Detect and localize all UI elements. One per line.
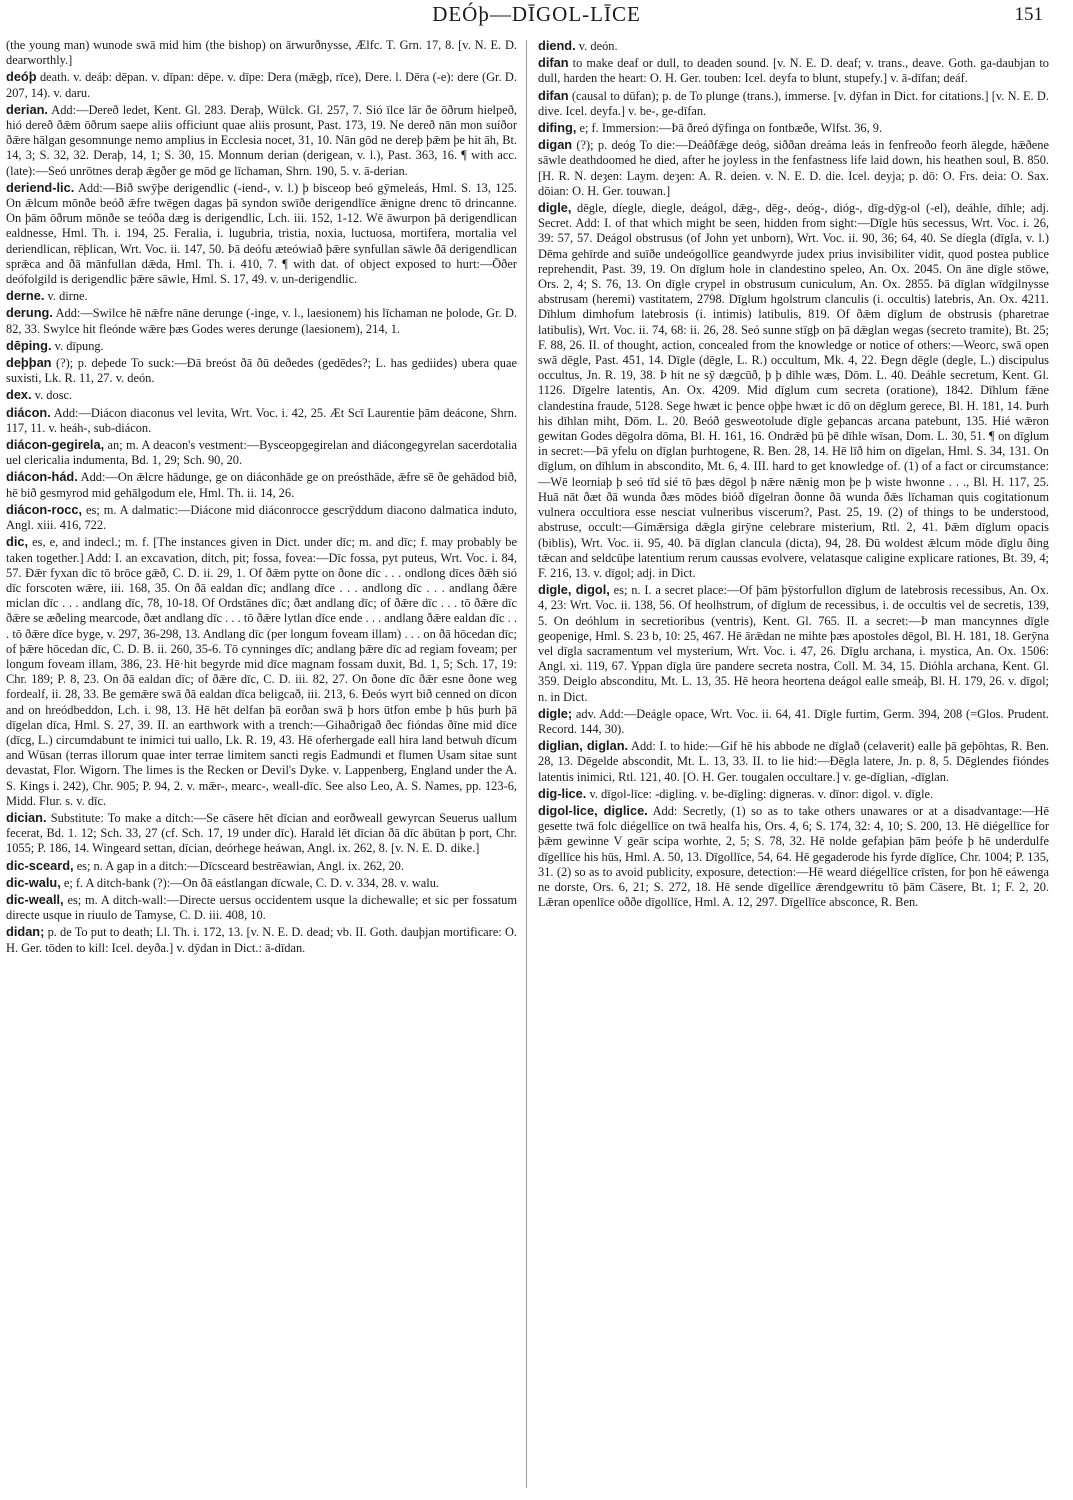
entry-headword: dic-walu, [6,874,61,890]
dictionary-entry [6,502,517,533]
entry-body: adv. Add:—Deágle opace, Wrt. Voc. ii. 64, 41. Dīgle furtim, Germ. 394, 208 (=Glos. Prudent. Record. 144, 30). [538,706,1049,736]
entry-body: p. de To put to death; Ll. Th. i. 172, 13. [v. N. E. D. dead; vb. II. Goth. dauþjan mortificare: O. H. Ger. tōden to kill: Icel. deyða.] v. dȳdan in Dict.: ā-dīdan. [6,925,517,955]
entry-headword: digle; [538,705,573,721]
entry-headword: dician. [6,809,47,825]
dictionary-entry [538,120,1049,136]
entry-headword: digle, [538,200,572,216]
entry-body: (?); p. deþede To suck:—Ðā breóst ðā ðū deðedes (gedēdes?; L. has gediides) ubera quae suxisti, Lk. R. 11, 27. v. deón. [6,356,517,386]
entry-body: es; m. A dalmatic:—Diácone mid diáconrocce gescrȳddum diacono dalmatica induto, Angl. xiii. 416, 722. [6,502,517,533]
dictionary-entry [6,858,517,874]
dictionary-entry [6,534,517,809]
entry-headword: difan [538,87,569,103]
page-header [0,0,1073,34]
dictionary-entry [6,355,517,386]
dictionary-entry [6,892,517,923]
dictionary-entry [6,180,517,287]
column-divider [526,40,527,1488]
entry-body: an; m. A deacon's vestment:—Bysceopgegirelan and diácongegyrelan sacerdotalia uel clericalia indumenta, Bd. 1, 29; Sch. 90, 20. [6,438,517,468]
entry-body: Add:—Swilce hē nǣfre nāne derunge (-inge, v. l., laesionem) his līchaman ne þolode, Gr. D. 82, 33. Swylce hit fleónde wǣre þæs Godes weres derunge (laesionem), 214, 1. [6,306,517,336]
entry-body: (causal to dūfan); p. de To plunge (trans.), immerse. [v. dȳfan in Dict. for citations.] [v. N. E. D. dive. Icel. deyfa.] v. be-, ge-dīfan. [538,88,1049,118]
entry-headword: deriend-lic. [6,179,75,195]
entry-headword: derne. [6,288,45,304]
dictionary-entry [538,582,1049,705]
entry-body: v. dīgol-līce: -digling. v. be-dīgling: digneras. v. dīnor: digol. v. dīgle. [589,786,934,801]
dictionary-entry [6,69,517,100]
entry-headword: deþþan [6,355,52,371]
entry-headword: dēping. [6,337,52,353]
entry-headword: diácon-hád. [6,469,78,485]
dictionary-entry [538,55,1049,86]
entry-body: death. v. deáþ: dēpan. v. dīpan: dēpe. v. dīpe: Dera (mǣgþ, rīce), Dere. l. Dēra (-e): dere (Gr. D. 207, 14). v. daru. [6,70,517,100]
entry-body: dēgle, díegle, diegle, deágol, dǣg-, dēg-, deóg-, dióg-, dīg-dȳg-ol (-el), deáhle, dīhle; adj. Secret. Add: I. of that which might be seen, hidden from sight:—Dīgle hūs secessus, Wrt. Voc. i. 26, 39: 57, 57. Deágol obstrusus (of John yet unborn), Wrt. Voc. ii. 90, 36; 64, 40. Se díegla (dīgla, v. l.) Dēma gehīrde and suīðe undeógollīce geandwyrde judex prius invisibiliter vidit, quod postea publice reprehendit, Past. 39, 19. On dīglum hole in clandestino speleo, An. Ox. 2045. On āne dīgle stōwe, Ors. 2, 4; S. 76, 13. On dīgle crypel in obstrusum cuniculum, An. Ox. 2855. Þā dīglan wīdgilnysse abstrusam (heremi) vastitatem, 2798. Dīglum hgolstrum clanculis (i. occultis) latebris, An. Ox. 4211. Dīhlum dimhofum latebrosis (i. intimis) latibulis, 819. Of ðǣm dīglum de obstrusis (pharetrae latibulis), Wrt. Voc. ii. 74, 68: ii. 26, 28. Seó sunne stīgþ on þā dǣglan wegas (secreto tramite), Bt. 25; F. 88, 26. II. of thought, action, concealed from the knowledge or notice of others:—Weorc, swā open swā dēgle, Past. 451, 14. Dīgle (dēgle, L. R.) occultum, Mk. 4, 22. Ðegn dēgle (degle, L.) discipulus occultus, Jn. R. 19, 38. Þ hit ne sȳ dægcūð, þ þ dīhle wæs, Dōm. L. 40. Deáhle secretum, Kent. Gl. 1126. Dīgelre latentis, An. Ox. 4209. Mid dīglum cum secreta (oratione), 1842. Dīhlum fǣne clandestina fraude, 5128. Sege hwæt ic þence oþþe hwæt ic dō on dēglum gerece, Bl. H. 181, 14. Þurh his dīhlan miht, Dōm. L. 20. Beóð gesweotolude dīgle geþancas arcana patebunt, 135. Hié wǣron gewitan Godes dēgolra dōma, Bl. H. 161, 16. Ondrǣd þū þē dīhle wīsan, Dom. L. 30, 51. ¶ on dīglum in secret:—Þā yfelu on dīglan þurhtogene, R. Ben. 28, 14. Hē līð him on dīgelan, Hml. S. 34, 131. On dīglum, on dīhlum in abscondito, Mt. 6, 4. III. hard to get knowledge of. (1) of a fact or circumstance:—Wē leorniaþ þ seó tīd sié tō þæs dēgol þ nǣre nǣnig mon þe þ wiste hwonne . . ., Bl. H. 117, 25. Huā nāt ðæt ðā wunda ðæs mōdes bióð dīgelran ðonne ðā wunda ðǣs līchaman quis cogitationum vulnera occultiora esse nesciat vulneribus viscerum?, Past. 25, 19. (2) of things to be understood, abstruse, occult:—Gimǣrsiga dǣgla girȳne celebrare misterium, Rtl. 2, 41. Þǣm dīglum opacis (biblis), Wrt. Voc. ii. 95, 40. Þā dīglan clancula (dicta), 94, 28. Ðū woldest ǣlcum mōde dīglu ðing tǣcan and seldcūþe latentium rerum caussas evolvere, velatasque caligine explicare rationes, Bt. 39, 4; F. 216, 13. v. dīgol; adj. in Dict. [538,201,1049,580]
entry-body: es; m. A ditch-wall:—Directe uersus occidentem usque la dichewalle; et sic per fossatum directe usque in riuulo de Tamyse, C. D. iii. 408, 10. [6,892,517,923]
entry-body: Add:—Dereð ledet, Kent. Gl. 283. Deraþ, Wülck. Gl. 257, 7. Sió īlce lār ðe ōðrum hielpeð, hió dereð ðǣm ōðrum saepe aliis officiunt quae aliis prosunt, Past. 173, 19. Ne dereð nān mon suíðor ðǣre hālgan gesomnunge nemo amplius in Ecclesia nocet, 31, 10. Nān gōd ne dereþ þǣm þe hit āh, Bt. 14, 3; S. 32, 32. Deraþ, 14, 1; S. 30, 15. Monnum derian (derigean, v. l.), Past. 363, 16. ¶ with acc. (late):—Seó unrōtnes deraþ ǣgðer ge mōd ge līchaman, Shrn. 190, 5. v. ā-derian. [6,102,517,178]
entry-headword: digle, digol, [538,582,610,598]
running-title: DEÓþ—DĪGOL-LĪCE [432,2,641,26]
entry-body: (the young man) wunode swā mid him (the bishop) on ārwurðnysse, Ælfc. T. Grn. 17, 8. [v. N. E. D. dearworthly.] [6,38,517,68]
dictionary-entry [538,137,1049,199]
dictionary-entry [538,200,1049,581]
entry-body: (?); p. deóg To die:—Deáðfǣge deóg, siððan dreáma leás in fenfreoðo feorh ālegde, hǣðene sāwle deathdoomed he died, after he joyless in the fenfastness life laid down, his heathen soul, B. 850. [H. R. N. deȝen: Laym. deȝen: A. R. deien. v. N. E. D. die. Icel. deyja; p. dō: O. Frs. deia: O. Sax. dōian: O. H. Ger. touwan.] [538,138,1049,198]
entry-body: Add: Secretly, (1) so as to take others unawares or at a disadvantage:—Hē gesette twā folc diégellīce on twā healfa his, Ors. 4, 6; S. 174, 32: 4, 10; S. 200, 13. Hē diégellīce for þǣm gewinne V geār scipa worhte, 2, 5; S. 78, 32. Hē nolde gefaþian þām þeófe þ hē underdulfe dīgellīce his hūs, Hml. A. 50, 13. Dīgollīce, 54, 64. Hē gegaderode his fyrde dīglīce, Chr. 1004; P. 135, 31. (2) so as to avoid publicity, exposure, detection:—Hē weard diégellīce crīsten, for þon hē eáwenga ne dorste, Ors. 6, 21; S. 272, 18. Hē sende dīgellīce ǣrendgewritu tō þām Cāsere, Bt. 1; F. 2, 20. Lǣran openlīce oððe dīgollīce, Hml. A. 12, 297. Dīgellīce absconce, R. Ben. [538,803,1049,910]
entry-headword: digol-lice, diglice. [538,802,648,818]
dictionary-entry [6,38,517,68]
entry-headword: dic-sceard, [6,857,74,873]
entry-headword: diácon-gegirela, [6,437,105,453]
entry-body: Substitute: To make a ditch:—Se cāsere hēt dīcian and eorðweall gewyrcan Seuerus uallum fecerat, Bd. 1. 12; Sch. 33, 27 (cf. Sch. 17, 19 under dīc). Harald lēt dīcian ðā dīc ābūtan þ port, Chr. 1055; P. 186, 14. Wingeard settan, dīcian, deórhege heáwan, Angl. ix. 262, 8. [v. N. E. D. dike.] [6,810,517,856]
entry-headword: diglian, diglan. [538,738,629,754]
dictionary-entry [6,305,517,336]
entry-body: es; n. A gap in a ditch:—Dīcsceard bestrēawian, Angl. ix. 262, 20. [76,858,404,873]
entry-headword: digan [538,137,573,153]
entry-headword: dic, [6,534,29,550]
dictionary-entry [6,102,517,179]
dictionary-entry [6,810,517,857]
entry-body: v. dosc. [34,388,73,403]
entry-headword: dic-weall, [6,891,64,907]
entry-headword: diácon-rocc, [6,501,83,517]
dictionary-entry [538,706,1049,737]
left-column [6,38,517,1490]
dictionary-entry [6,437,517,468]
entry-body: es, e, and indecl.; m. f. [The instances given in Dict. under dīc; m. and dīc; f. may probably be taken together.] Add: I. an excavation, ditch, pit; fossa, fovea:—Dīc fossa, pyt puteus, Wrt. Voc. i. 84, 57. Ðǣr fyxan dīc tō brōce gǣð, C. D. ii. 29, 1. Of ðǣm pytte on ðone dīc . . . ondlong dīces ðǣh sió dīc forscoten wǣre, iii. 168, 35. On ðā ealdan dīc; andlang dīce . . . andlong dīc . . . andlang ðǣre miclan dīc . . . andlang dīc, 78, 10-18. Of Ordstānes dīc; ðæt andlang dīc; of ðǣre dīc . . . tō ðǣre dīc ðǣre se æðeling mearcode, ðæt andlang dīc . . . tō ðǣre lytlan dīce ende . . . andlang ðǣre ealdan dīc . . . tō ðǣre dīce byge, v. 297, 36-298, 13. Andlang dīc (per longum foveam illam) . . . on ðā hōcedan dīc; of þǣre hōcedan dīc, C. D. B. ii. 260, 35-6. Tō cynninges dīc; andlang þǣre dīc ad regiam foveam; per longum foveam illam, 386, 23. Hē·hit begyrde mid dīce magnam fossam duxit, Bd. 1, 5; Sch. 17, 19: Chr. 189; P. 8, 23. On ðā ealdan dīc; of ðǣre dīc, C. D. iii. 82, 27. On ðone dīc ðǣr esne ðone weg fordealf, ii. 28, 33. Be gemǣre swā ðā ealdan dīca beligcað, iii. 213, 6. Ðeós wyrt bið cenned on dīcon and on hreódbeddon, Lch. i. 98, 13. Hē hēt delfan þā eorðan swā þ hors ūtfon embe þ hūs þurh þā dīgelan dīca, Hml. S. 27, 39. II. an earthwork with a trench:—Gihaðrigað ðec fióndas ðīne mid dīce (dīcg, L.) circumdabunt te inimici tui uallo, Lk. R. 19, 43. Hē oferhergade eall hira land betwuh dīcum and Wūsan (terras illorum quae inter terrae limitem sancti regis Eadmundi et flumen Usam sitae sunt devastat, Flor. Wigorn. The limes is the Recken or Devil's Dyke. v. Lappenberg, England under the A. S. Kings i. 242), Chr. 905; P. 94, 2. v. mǣr-, mearc-, weall-dīc. See also Leo, A. S. Names, pp. 123-6, Midd. Flur. s. v. dīc. [6,535,517,808]
dictionary-entry [6,387,517,403]
dictionary-entry [6,338,517,354]
dictionary-entry [6,469,517,500]
dictionary-entry [538,786,1049,802]
entry-body: v. deón. [578,39,618,53]
entry-body: v. dirne. [47,289,88,304]
entry-body: e; f. Immersion:—Þā ðreó dȳfinga on fontbæðe, Wlfst. 36, 9. [579,121,883,136]
entry-headword: difan [538,55,569,71]
entry-body: Add:—Bið swȳþe derigendlic (-iend-, v. l.) þ bisceop beó gȳmeleás, Hml. S. 13, 125. On ǣlcum mōnðe beóð ǣfre twēgen dagas þā syndon swīðe derigendlīce ǣnigne drenc tō drincanne. On þām ōðrum mōnðe se teóða dæg is derigendlic, Lch. iii. 152, 1-12. Wē āwurpon þā derigendlican ealdnesse, Hml. Th. i. 194, 25. Feralia, i. lugubria, tristia, noxia, luctuosa, mortifera, mortalia vel deriendlican, rēþlican, Wrt. Voc. ii. 147, 50. Þā deófu æteówiað þǣre synfullan sāwle ðā derigendlican sprǣca and ðā mānfullan dǣda, Hml. Th. i. 410, 7. ¶ with dat. of object exposed to hurt:—Ōðer deófolgild is derigendlic þǣre sāwle, Hml. S. 17, 49. v. un-derigendlic. [6,180,517,287]
entry-headword: dex. [6,387,32,403]
entry-headword: didan; [6,924,45,940]
entry-body: Add:—Diácon diaconus vel levita, Wrt. Voc. i. 42, 25. Æt Scī Laurentie þām deácone, Shrn. 117, 11. v. heáh-, sub-diácon. [6,405,517,435]
dictionary-entry [6,875,517,891]
dictionary-entry [6,924,517,955]
entry-body: to make deaf or dull, to deaden sound. [v. N. E. D. deaf; v. trans., deave. Goth. ga-daubjan to dull, harden the heart: O. H. Ger. touben: Icel. deyfa to blunt, stupefy.] v. ā-dīfan; deáf. [538,56,1049,86]
dictionary-entry [538,88,1049,119]
dictionary-entry [538,738,1049,785]
entry-headword: deóþ [6,69,37,85]
entry-headword: difing, [538,120,577,136]
dictionary-entry [538,38,1049,54]
page-number: 151 [1014,4,1043,25]
entry-body: e; f. A ditch-bank (?):—On ðā eástlangan dīcwale, C. D. v. 334, 28. v. walu. [63,875,440,890]
dictionary-entry [6,405,517,436]
entry-headword: diácon. [6,404,51,420]
entry-headword: dig-lice. [538,785,587,801]
dictionary-entry [6,288,517,304]
right-column [538,38,1049,1490]
entry-body: es; n. I. a secret place:—Of þām þȳstorfullon dīglum de latebrosis recessibus, An. Ox. 4, 23: Wrt. Voc. ii. 138, 56. Of heolhstrum, of dīglum de recessibus, i. de occultis vel de secretis, 139, 5. On deóhlum in secretioribus (ventris), Kent. Gl. 765. II. a secret:—Þ man mancynnes dīgle geopenige, Hml. S. 23 b, 10: 25, 467. Hē ārǣdan ne mihte þæs apostoles dēgol, Bl. H. 181, 18. Gerȳna vel dīgla sacramentum vel mysterium, Wrt. Voc. i. 47, 26. Dīglu archana, i. mystica, An. Ox. 1506: Angl. xi. 119, 67. Yppan dīgla ūre pandere secreta nostra, Coll. M. 34, 15. Dióhla archana, Kent. Gl. 359. Deiglo absconditu, Mt. L. 13, 35. Hē heora heortena deágol ealle smeáþ, Bl. H. 179, 26. v. dīgol; n. in Dict. [538,583,1049,704]
entry-headword: derian. [6,101,48,117]
entry-body: v. dīpung. [54,338,104,353]
entry-headword: diend. [538,38,576,53]
entry-body: Add: I. to hide:—Gif hē his abbode ne dīglað (celaverit) ealle þā geþōhtas, R. Ben. 28, 13. Dēgelde abscondit, Mt. L. 13, 33. II. to lie hid:—Ðēgla latere, Jn. p. 8, 5. Dēglendes fióndes latentis inimici, Rtl. 121, 40. [O. H. Ger. tougalen occultare.] v. ge-dīglian, -dīglan. [538,739,1049,784]
entry-headword: derung. [6,305,53,321]
entry-body: Add:—On ǣlcre hādunge, ge on diáconhāde ge on preósthāde, ǣfre sē ðe gehādod bið, hē bið gesmyrod mid gehālgodum ele, Hml. Th. ii. 14, 26. [6,470,517,500]
dictionary-entry [538,803,1049,910]
